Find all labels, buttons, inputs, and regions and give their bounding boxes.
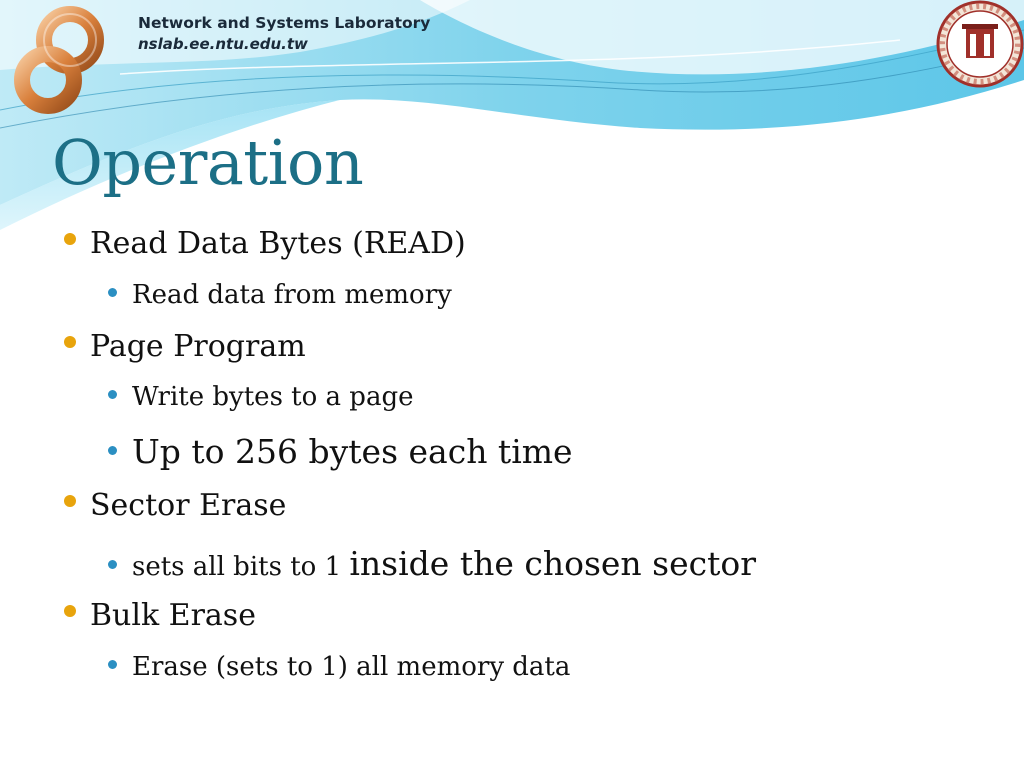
bullet-dot-icon xyxy=(64,233,76,245)
bullet-dot-icon xyxy=(108,390,117,399)
sub-bullet-write-bytes: Write bytes to a page xyxy=(108,382,413,412)
bullet-dot-icon xyxy=(108,560,117,569)
bullet-dot-icon xyxy=(108,660,117,669)
bullet-dot-icon xyxy=(64,336,76,348)
sub-bullet-sets-all-bits: sets all bits to 1 inside the chosen sector xyxy=(108,544,756,583)
bullet-bulk-erase: Bulk Erase xyxy=(64,598,256,633)
slide-title: Operation xyxy=(52,126,364,199)
bullet-dot-icon xyxy=(64,605,76,617)
university-seal-icon xyxy=(936,0,1024,88)
sub-bullet-erase-all: Erase (sets to 1) all memory data xyxy=(108,652,570,682)
sub-bullet-up-to-256: Up to 256 bytes each time xyxy=(108,432,573,471)
lab-logo-icon xyxy=(10,6,120,116)
lab-name: Network and Systems Laboratory xyxy=(138,14,431,32)
bullet-page-program: Page Program xyxy=(64,329,306,364)
bullet-dot-icon xyxy=(64,495,76,507)
lab-url: nslab.ee.ntu.edu.tw xyxy=(138,35,308,53)
sub-bullet-read-data: Read data from memory xyxy=(108,280,452,310)
bullet-sector-erase: Sector Erase xyxy=(64,488,286,523)
bullet-read-data-bytes: Read Data Bytes (READ) xyxy=(64,226,466,261)
bullet-dot-icon xyxy=(108,446,117,455)
bullet-dot-icon xyxy=(108,288,117,297)
